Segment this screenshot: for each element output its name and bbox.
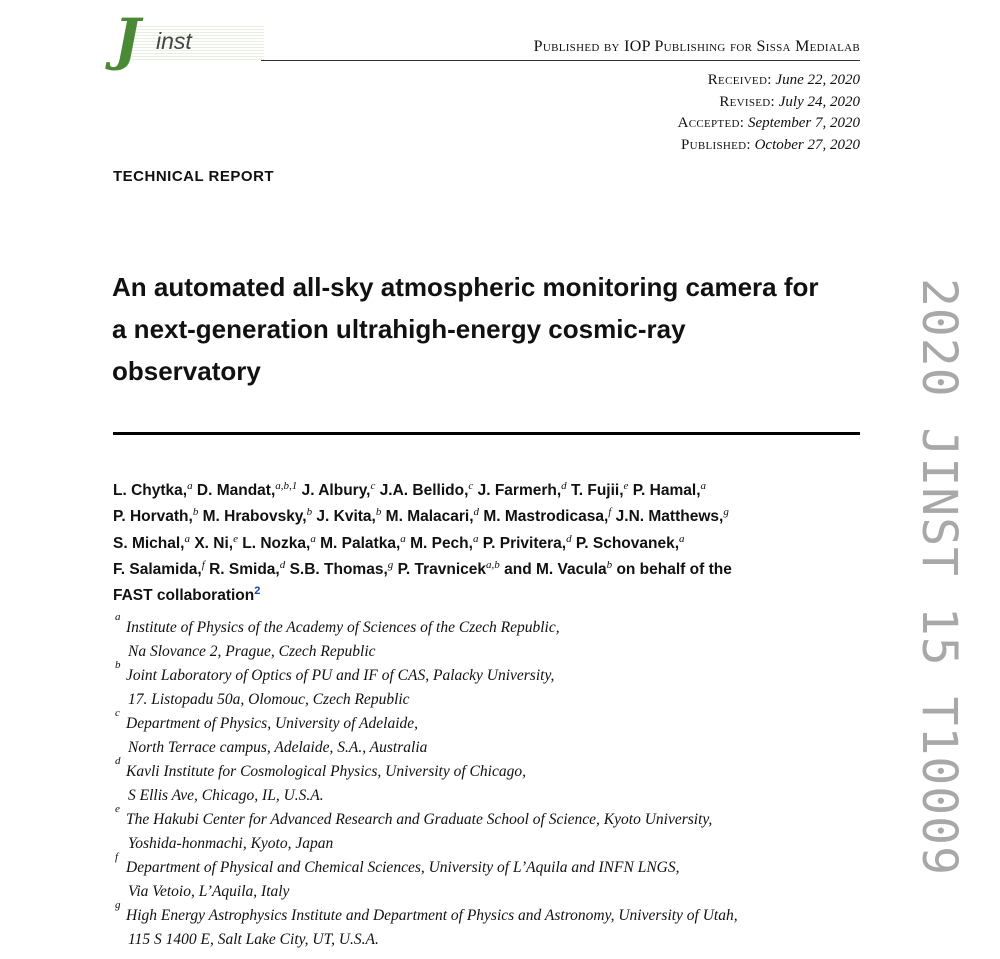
affiliation-line-2: S Ellis Ave, Chicago, IL, U.S.A.	[128, 787, 324, 804]
logo-text: inst	[156, 28, 192, 54]
affiliation-key: b	[115, 659, 121, 671]
affiliation-key: f	[115, 851, 119, 863]
affiliation-line-1: The Hakubi Center for Advanced Research and Graduate School of Science, Kyoto University,	[126, 811, 713, 828]
authors-tail: on behalf of the	[616, 560, 732, 578]
author: M. Malacari,$^d$	[385, 506, 480, 526]
author: D. Mandat,$^{a,b,1}$	[196, 480, 298, 499]
journal-logo	[112, 7, 264, 78]
affiliation-line-2: Yoshida-honmachi, Kyoto, Japan	[128, 835, 334, 852]
author: M. Hrabovsky,$^b$	[202, 506, 313, 526]
date-published: Published: October 27, 2020	[680, 136, 860, 153]
title-divider	[113, 432, 860, 435]
affiliation-key: d	[115, 755, 121, 767]
affiliation-line-1: Joint Laboratory of Optics of PU and IF of CAS, Palacky University,	[126, 667, 555, 684]
affiliation-key: e	[115, 803, 120, 815]
journal-citation-stamp: 2020 JINST 15 T10009	[911, 278, 967, 876]
date-revised: Revised: July 24, 2020	[719, 93, 860, 110]
date-received: Received: June 22, 2020	[707, 72, 860, 88]
author: L. Nozka,$^a$	[242, 532, 316, 552]
affiliation-line-2: 115 S 1400 E, Salt Lake City, UT, U.S.A.	[128, 931, 379, 948]
affiliation-list	[115, 611, 855, 952]
title-line-2: a next-generation ultrahigh-energy cosmic-ray	[112, 314, 686, 344]
author: P. Privitera,$^d$	[482, 532, 572, 552]
author: J.N. Matthews,$^g$	[615, 506, 729, 526]
affiliation-line-1: Department of Physical and Chemical Sciences, University of L’Aquila and INFN LNGS,	[126, 859, 680, 876]
author: T. Fujii,$^e$	[570, 480, 629, 499]
affiliation-line-1: Kavli Institute for Cosmological Physics, University of Chicago,	[126, 763, 526, 780]
author: P. Schovanek,$^a$	[575, 532, 685, 552]
publisher-line: Published by IOP Publishing for Sissa Medialab	[261, 38, 860, 61]
author: and M. Vacula$^b$	[504, 558, 613, 578]
affiliation-key: a	[115, 611, 121, 623]
author: J. Albury,$^c$	[301, 480, 376, 499]
author: J.A. Bellido,$^c$	[379, 480, 474, 499]
author: M. Palatka,$^a$	[320, 532, 406, 552]
author: X. Ni,$^e$	[194, 532, 238, 552]
author: J. Farmerh,$^d$	[477, 480, 567, 499]
author: M. Mastrodicasa,$^f$	[483, 506, 612, 526]
affiliation	[115, 659, 855, 712]
affiliation-line-1: Institute of Physics of the Academy of Sciences of the Czech Republic,	[126, 619, 560, 636]
author: S.B. Thomas,$^g$	[289, 558, 394, 578]
title-line-3: observatory	[112, 356, 261, 386]
affiliation	[115, 707, 855, 760]
author: R. Smida,$^d$	[209, 558, 286, 578]
affiliation	[115, 851, 855, 904]
report-type: TECHNICAL REPORT	[113, 168, 275, 185]
date-accepted: Accepted: September 7, 2020	[677, 115, 860, 131]
author: F. Salamida,$^f$	[113, 558, 205, 578]
affiliation-key: g	[115, 899, 121, 911]
author: M. Pech,$^a$	[410, 532, 479, 552]
author: P. Hamal,$^a$	[632, 480, 707, 499]
affiliation-line-2: Via Vetoio, L’Aquila, Italy	[128, 883, 290, 900]
affiliation-line-2: North Terrace campus, Adelaide, S.A., Australia	[128, 739, 428, 756]
author-list	[113, 478, 883, 609]
affiliation-line-2: 17. Listopadu 50a, Olomouc, Czech Republic	[128, 691, 410, 708]
paper-title	[112, 266, 872, 392]
affiliation	[115, 755, 855, 808]
title-line-1: An automated all-sky atmospheric monitoring camera for	[112, 272, 819, 302]
affiliation	[115, 899, 855, 952]
collaboration-footnote-link[interactable]: 2	[254, 585, 261, 598]
affiliation-line-2: Na Slovance 2, Prague, Czech Republic	[128, 643, 376, 660]
affiliation	[115, 611, 855, 664]
affiliation-line-1: Department of Physics, University of Adelaide,	[126, 715, 419, 732]
publication-dates	[678, 70, 860, 156]
affiliation-line-1: High Energy Astrophysics Institute and Department of Physics and Astronomy, University of Utah,	[126, 907, 738, 924]
author: L. Chytka,$^a$	[113, 480, 193, 499]
logo-j: J	[114, 7, 141, 73]
author: P. Horvath,$^b$	[113, 506, 199, 526]
collaboration-name: FAST collaboration	[113, 587, 255, 605]
author: J. Kvita,$^b$	[316, 506, 382, 526]
logo-stripes	[124, 26, 264, 62]
affiliation-key: c	[115, 707, 120, 719]
author: S. Michal,$^a$	[113, 532, 190, 552]
author: P. Travnicek$^{a,b}$	[397, 558, 500, 578]
affiliation	[115, 803, 855, 856]
